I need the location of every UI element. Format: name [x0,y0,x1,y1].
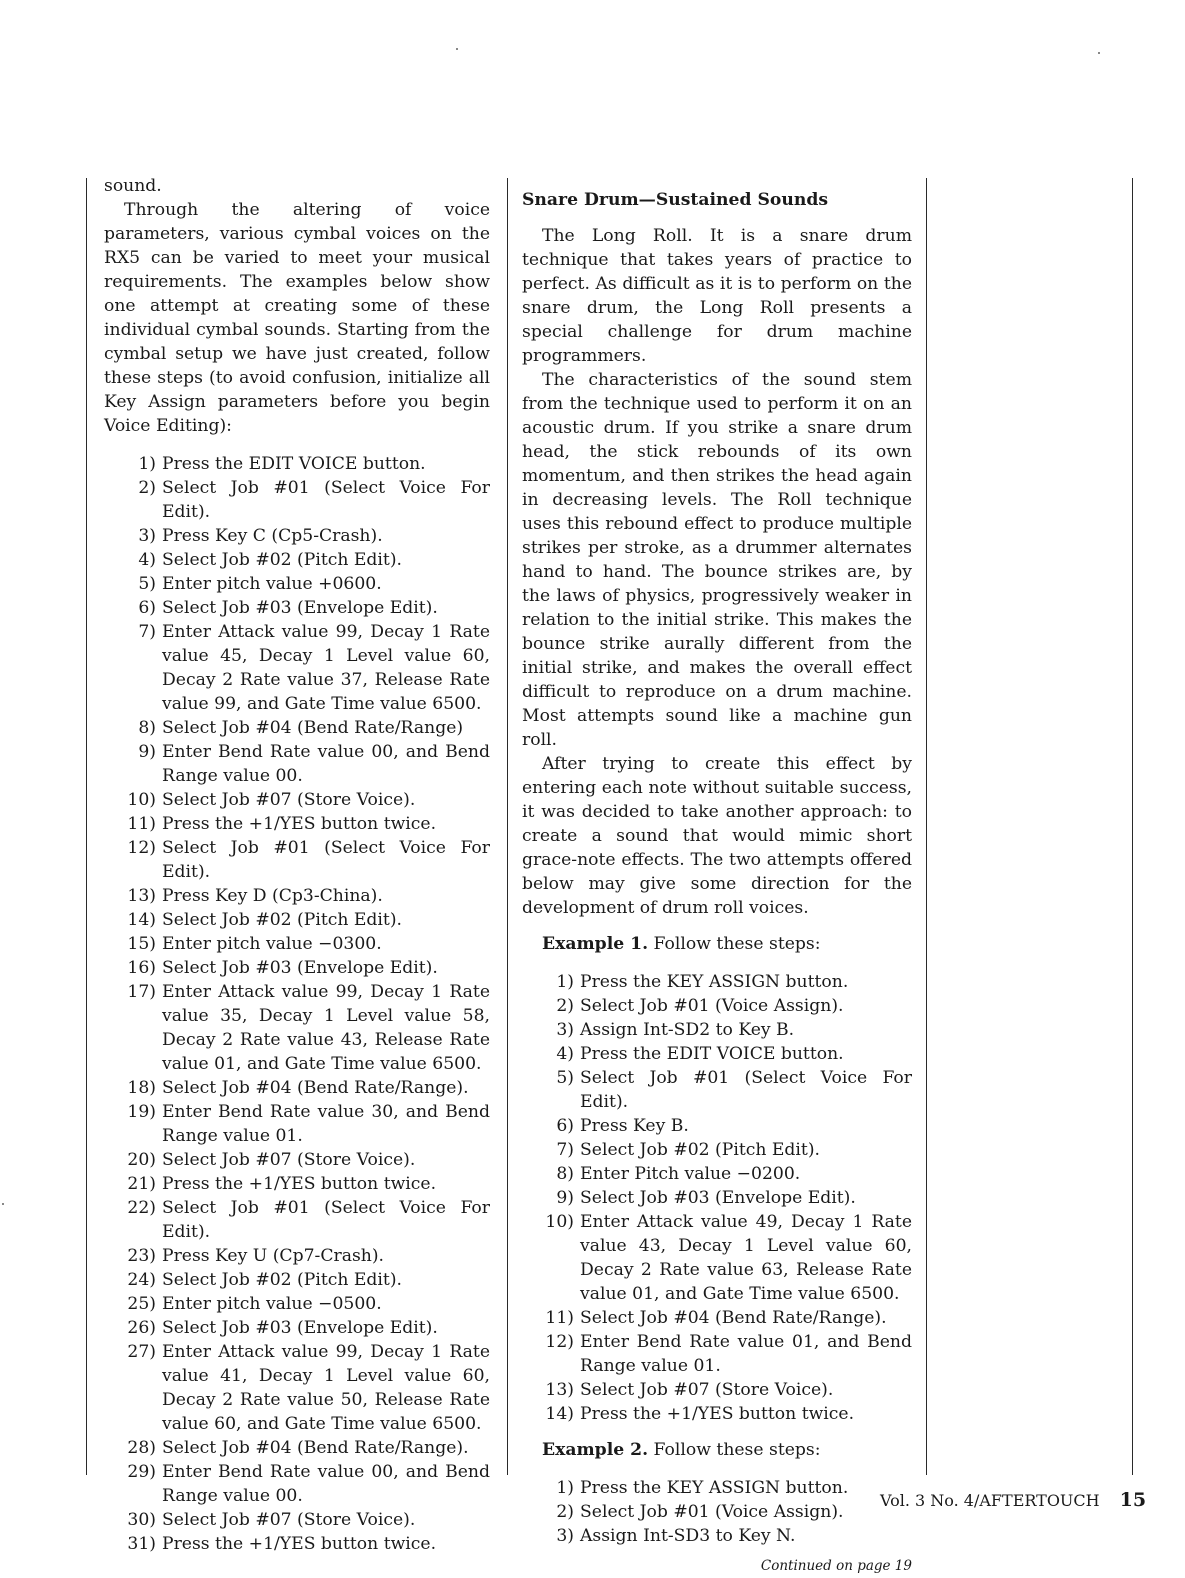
step-number: 18) [127,1078,156,1098]
step-number: 4) [556,1044,574,1064]
step-item [104,908,490,932]
cymbal-steps-list [104,452,490,1556]
issue-label: Vol. 3 No. 4/AFTERTOUCH [880,1491,1100,1510]
step-text: Press Key D (Cp3-China). [162,886,383,906]
step-number: 7) [138,622,156,642]
step-number: 12) [545,1332,574,1352]
step-item [522,1066,912,1114]
step-number: 9) [556,1188,574,1208]
step-item [522,1114,912,1138]
step-item [104,812,490,836]
step-text: Enter pitch value +0600. [162,574,382,594]
step-text: Select Job #07 (Store Voice). [162,1150,416,1170]
step-number: 8) [138,718,156,738]
step-text: Press the EDIT VOICE button. [580,1044,844,1064]
step-text: Select Job #01 (Voice Assign). [580,1502,844,1522]
step-text: Select Job #02 (Pitch Edit). [162,1270,403,1290]
print-speck [1098,52,1100,54]
step-number: 16) [127,958,156,978]
step-text: Select Job #04 (Bend Rate/Range). [162,1438,469,1458]
step-text: Select Job #03 (Envelope Edit). [580,1188,856,1208]
step-item [104,1148,490,1172]
step-text: Enter Bend Rate value 30, and Bend Range value 01. [162,1102,490,1146]
step-item [104,1292,490,1316]
step-number: 24) [127,1270,156,1290]
step-text: Select Job #01 (Select Voice For Edit). [162,478,490,522]
step-number: 22) [127,1198,156,1218]
step-text: Press the KEY ASSIGN button. [580,1478,849,1498]
step-number: 28) [127,1438,156,1458]
step-number: 14) [127,910,156,930]
step-item [104,572,490,596]
step-item [104,956,490,980]
example-2-label: Example 2. [542,1440,649,1460]
step-item [104,548,490,572]
outer-right-rule [1132,178,1133,1475]
step-text: Select Job #02 (Pitch Edit). [162,550,403,570]
step-item [522,1042,912,1066]
step-text: Press Key C (Cp5-Crash). [162,526,383,546]
step-text: Select Job #01 (Select Voice For Edit). [162,1198,490,1242]
step-item [522,970,912,994]
step-item [104,620,490,716]
step-item [104,524,490,548]
step-number: 17) [127,982,156,1002]
step-text: Select Job #04 (Bend Rate/Range) [162,718,464,738]
step-text: Enter Attack value 99, Decay 1 Rate value 41, Decay 1 Level value 60, Decay 2 Rate value 50, Release Rate value 60, and Gate Time value 6500. [162,1342,490,1434]
step-number: 10) [127,790,156,810]
right-column-rule [926,178,927,1475]
step-item [104,980,490,1076]
step-number: 9) [138,742,156,762]
step-item [104,1244,490,1268]
step-text: Enter Attack value 99, Decay 1 Rate value 45, Decay 1 Level value 60, Decay 2 Rate value 37, Release Rate value 99, and Gate Time value 6500. [162,622,490,714]
step-text: Enter Attack value 99, Decay 1 Rate value 35, Decay 1 Level value 58, Decay 2 Rate value 43, Release Rate value 01, and Gate Time value 6500. [162,982,490,1074]
step-number: 14) [545,1404,574,1424]
step-item [104,716,490,740]
step-number: 13) [545,1380,574,1400]
step-text: Select Job #03 (Envelope Edit). [162,1318,438,1338]
step-item [104,884,490,908]
step-number: 8) [556,1164,574,1184]
step-item [104,740,490,788]
section-heading: Snare Drum—Sustained Sounds [522,190,829,210]
left-margin-rule [86,178,87,1475]
paragraph-long-roll: The Long Roll. It is a snare drum technique that takes years of practice to perfect. As difficult as it is to perform on the snare drum, the Long Roll presents a special challenge for drum machine programmers. [522,226,912,366]
step-number: 21) [127,1174,156,1194]
step-number: 4) [138,550,156,570]
step-text: Select Job #01 (Select Voice For Edit). [580,1068,912,1112]
step-number: 7) [556,1140,574,1160]
example-1-label: Example 1. [542,934,649,954]
step-item [522,1402,912,1426]
step-item [104,1508,490,1532]
step-number: 5) [556,1068,574,1088]
step-number: 2) [138,478,156,498]
step-text: Enter Attack value 49, Decay 1 Rate value 43, Decay 1 Level value 60, Decay 2 Rate value 63, Release Rate value 01, and Gate Time value 6500. [580,1212,912,1304]
step-text: Press Key U (Cp7-Crash). [162,1246,385,1266]
step-text: Select Job #04 (Bend Rate/Range). [580,1308,887,1328]
step-text: Select Job #07 (Store Voice). [162,1510,416,1530]
continued-note: Continued on page 19 [760,1558,912,1574]
step-item [104,836,490,884]
intro-paragraph: Through the altering of voice parameters, various cymbal voices on the RX5 can be varied to meet your musical requirements. The examples below show one attempt at creating some of these individual cymbal sounds. Starting from the cymbal setup we have just created, follow these steps (to avoid confusion, initialize all Key Assign parameters before you begin Voice Editing): [104,200,490,436]
step-item [522,1500,912,1524]
step-number: 1) [138,454,156,474]
step-text: Select Job #03 (Envelope Edit). [162,598,438,618]
step-item [104,1076,490,1100]
step-item [104,1268,490,1292]
print-speck [456,48,458,50]
step-number: 11) [545,1308,574,1328]
step-number: 30) [127,1510,156,1530]
step-item [104,1196,490,1244]
step-number: 6) [556,1116,574,1136]
step-text: Press the +1/YES button twice. [580,1404,855,1424]
step-text: Enter pitch value −0500. [162,1294,382,1314]
step-text: Press the +1/YES button twice. [162,1534,437,1554]
step-text: Press Key B. [580,1116,689,1136]
step-item [522,1524,912,1548]
paragraph-characteristics: The characteristics of the sound stem from the technique used to perform it on an acoustic drum. If you strike a snare drum head, the stick rebounds of its own momentum, and then strikes the head again in decreasing levels. The Roll technique uses this rebound effect to produce multiple strikes per stroke, as a drummer alternates hand to hand. The bounce strikes are, by the laws of physics, progressively weaker in relation to the initial strike. This makes the bounce strike aurally different from the initial strike, and makes the overall effect difficult to reproduce on a drum machine. Most attempts sound like a machine gun roll. [522,370,912,750]
step-item [522,994,912,1018]
step-text: Enter Bend Rate value 00, and Bend Range value 00. [162,742,490,786]
step-item [104,1100,490,1148]
step-number: 2) [556,1502,574,1522]
lead-text: sound. [104,176,162,196]
step-number: 2) [556,996,574,1016]
step-item [104,788,490,812]
right-column [522,188,912,1578]
step-item [522,1306,912,1330]
step-number: 29) [127,1462,156,1482]
step-text: Select Job #02 (Pitch Edit). [162,910,403,930]
step-text: Enter Bend Rate value 01, and Bend Range value 01. [580,1332,912,1376]
step-number: 1) [556,972,574,992]
step-item [104,452,490,476]
step-item [522,1476,912,1500]
step-item [104,1532,490,1556]
step-item [104,1436,490,1460]
step-text: Select Job #01 (Voice Assign). [580,996,844,1016]
step-text: Select Job #01 (Select Voice For Edit). [162,838,490,882]
step-number: 20) [127,1150,156,1170]
example-1-steps-list [522,970,912,1426]
step-number: 15) [127,934,156,954]
step-text: Select Job #02 (Pitch Edit). [580,1140,821,1160]
step-text: Press the EDIT VOICE button. [162,454,426,474]
step-text: Enter pitch value −0300. [162,934,382,954]
step-item [522,1330,912,1378]
step-item [104,932,490,956]
step-text: Enter Pitch value −0200. [580,1164,801,1184]
step-text: Select Job #04 (Bend Rate/Range). [162,1078,469,1098]
step-item [522,1018,912,1042]
step-text: Enter Bend Rate value 00, and Bend Range value 00. [162,1462,490,1506]
step-number: 11) [127,814,156,834]
step-item [522,1378,912,1402]
step-text: Press the +1/YES button twice. [162,1174,437,1194]
step-number: 3) [556,1020,574,1040]
step-number: 12) [127,838,156,858]
step-item [104,1340,490,1436]
step-item [104,1316,490,1340]
example-2-intro: Follow these steps: [648,1440,821,1460]
page-footer [880,1489,1147,1511]
step-text: Assign Int-SD2 to Key B. [580,1020,795,1040]
step-number: 25) [127,1294,156,1314]
step-number: 6) [138,598,156,618]
step-number: 23) [127,1246,156,1266]
example-2-heading [542,1438,912,1462]
step-item [104,1172,490,1196]
print-speck [2,1203,4,1205]
step-number: 5) [138,574,156,594]
step-number: 13) [127,886,156,906]
step-text: Press the KEY ASSIGN button. [580,972,849,992]
step-item [104,476,490,524]
step-number: 10) [545,1212,574,1232]
page-number: 15 [1119,1489,1147,1511]
step-item [522,1186,912,1210]
left-column [104,174,490,1556]
step-number: 3) [138,526,156,546]
step-item [522,1138,912,1162]
step-item [522,1210,912,1306]
step-item [104,1460,490,1508]
step-text: Press the +1/YES button twice. [162,814,437,834]
step-text: Assign Int-SD3 to Key N. [580,1526,796,1546]
step-item [104,596,490,620]
step-number: 26) [127,1318,156,1338]
step-text: Select Job #03 (Envelope Edit). [162,958,438,978]
step-number: 3) [556,1526,574,1546]
example-2-steps-list [522,1476,912,1548]
paragraph-approach: After trying to create this effect by entering each note without suitable success, it was decided to take another approach: to create a sound that would mimic short grace-note effects. The two attempts offered below may give some direction for the development of drum roll voices. [522,754,912,918]
step-number: 31) [127,1534,156,1554]
step-number: 1) [556,1478,574,1498]
example-1-heading [542,932,912,956]
step-text: Select Job #07 (Store Voice). [162,790,416,810]
step-number: 27) [127,1342,156,1362]
step-text: Select Job #07 (Store Voice). [580,1380,834,1400]
step-item [522,1162,912,1186]
step-number: 19) [127,1102,156,1122]
center-column-rule [507,178,508,1475]
example-1-intro: Follow these steps: [648,934,821,954]
